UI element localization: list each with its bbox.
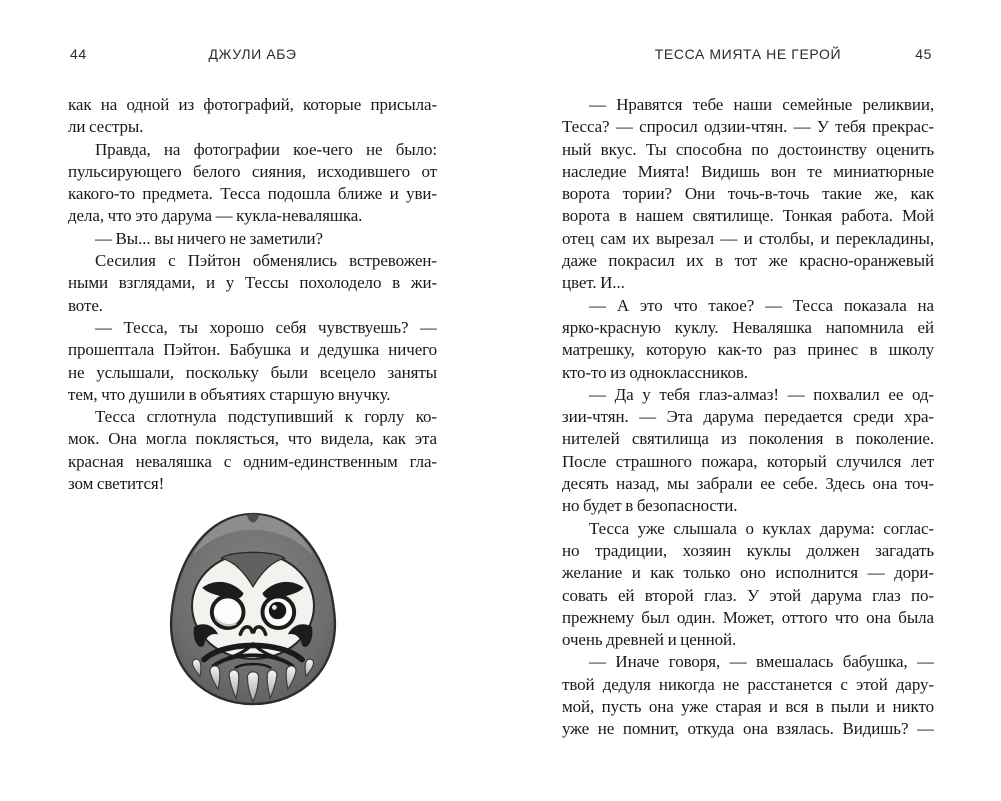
daruma-left-eye	[211, 597, 243, 629]
left-text-block	[68, 94, 437, 495]
text-line: — Нравятся тебе наши семейные реликвии,	[589, 95, 934, 114]
text-line: твой дедуля никогда не расстанется с этой дару-	[562, 674, 934, 694]
text-line: Тесса сглотнула подступивший к горлу ко-	[95, 407, 437, 427]
text-line: — Тесса, ты хорошо себя чувствуешь? —	[95, 317, 437, 337]
text-line: прошептала Пэйтон. Бабушка и дедушка ничего	[68, 340, 437, 360]
text-line: ярко-красную куклу. Неваляшка напомнила ей	[562, 317, 934, 337]
text-line: кто-то из одноклассников.	[562, 362, 748, 382]
text-line: не услышали, поскольку были всецело заняты	[68, 362, 437, 382]
text-line: ли сестры.	[68, 117, 144, 137]
text-line: совать ей второй глаз. У этой дарума глаз по-	[562, 585, 934, 605]
text-line: ный вкус. Ты способна по достоинству оценить	[562, 139, 934, 159]
text-line: ворота тории? Они точь-в-точь такие же, как	[562, 184, 934, 204]
text-line: пульсирующего белого сияния, исходившего от	[68, 161, 437, 181]
text-line: — Да у тебя глаз-алмаз! — похвалил ее од-	[589, 384, 934, 404]
text-line: цвет. И...	[562, 273, 625, 293]
text-line: Тесса уже слышала о куклах дарума: соглас-	[589, 518, 934, 538]
text-line: прежнему был один. Может, оттого что она была	[562, 607, 934, 627]
text-line: Правда, на фотографии кое-чего не было:	[95, 139, 437, 159]
text-line: Сесилия с Пэйтон обменялись встревожен-	[95, 251, 437, 271]
text-line: какого-то предмета. Тесса подошла ближе и уви-	[68, 184, 437, 204]
right-page-header	[562, 46, 934, 62]
text-line: нителей святилища из поколения в поколение.	[562, 429, 934, 449]
text-line: — Иначе говоря, — вмешалась бабушка, —	[589, 652, 934, 672]
right-page-number: 45	[915, 46, 932, 62]
text-line: зии-чтян. — Эта дарума передается среди хра-	[562, 407, 934, 427]
text-line: воте.	[68, 295, 103, 315]
text-line: но будет в безопасности.	[562, 496, 738, 516]
text-line: но традиции, хозяин куклы должен загадать	[562, 540, 934, 560]
text-line: даже покрасил их в тот же красно-оранжевый	[562, 251, 934, 271]
text-line: матрешку, которую как-то раз принес в школу	[562, 340, 934, 360]
text-line: мок. Она могла поклясться, что видела, как эта	[68, 429, 437, 449]
text-line: наследие Мията! Видишь вон те миниатюрные	[562, 161, 934, 181]
text-line: После страшного пожара, который случился лет	[562, 451, 934, 471]
left-page-number: 44	[70, 46, 87, 62]
daruma-right-pupil	[268, 602, 285, 619]
text-line: зом светится!	[68, 474, 165, 494]
text-line: — А это что такое? — Тесса показала на	[589, 295, 934, 315]
text-line: тем, что душили в объятиях старшую внучку.	[68, 384, 391, 404]
text-line: дела, что это дарума — кукла-неваляшка.	[68, 206, 363, 226]
left-page	[68, 46, 437, 709]
text-line: — Вы... вы ничего не заметили?	[95, 228, 323, 248]
text-line: красная неваляшка с одним-единственным гла-	[68, 451, 437, 471]
left-running-head: ДЖУЛИ АБЭ	[208, 46, 297, 62]
left-page-header	[68, 46, 437, 62]
text-line: уже не помнит, откуда она взялась. Видишь? —	[562, 719, 934, 739]
text-line: ными взглядами, и у Тессы похолодело в жи-	[68, 273, 437, 293]
daruma-right-pupil-glint	[272, 605, 277, 610]
right-text-block	[562, 94, 934, 741]
right-running-head: ТЕССА МИЯТА НЕ ГЕРОЙ	[654, 46, 842, 62]
daruma-illustration	[158, 509, 348, 709]
right-page	[562, 46, 934, 741]
text-line: желание и как только оно исполнится — дори-	[562, 563, 934, 583]
text-line: отец сам их вырезал — и столбы, и перекладины,	[562, 228, 934, 248]
text-line: очень древней и ценной.	[562, 630, 737, 650]
text-line: ворота в нашем святилище. Тонкая работа. Мой	[562, 206, 934, 226]
text-line: как на одной из фотографий, которые присыла-	[68, 95, 437, 114]
text-line: Тесса? — спросил одзии-чтян. — У тебя прекрас-	[562, 117, 934, 137]
text-line: десять назад, мы забрали ее себе. Здесь она точ-	[562, 474, 934, 494]
text-line: мой, пусть она уже старая и вся в пыли и никто	[562, 697, 934, 717]
